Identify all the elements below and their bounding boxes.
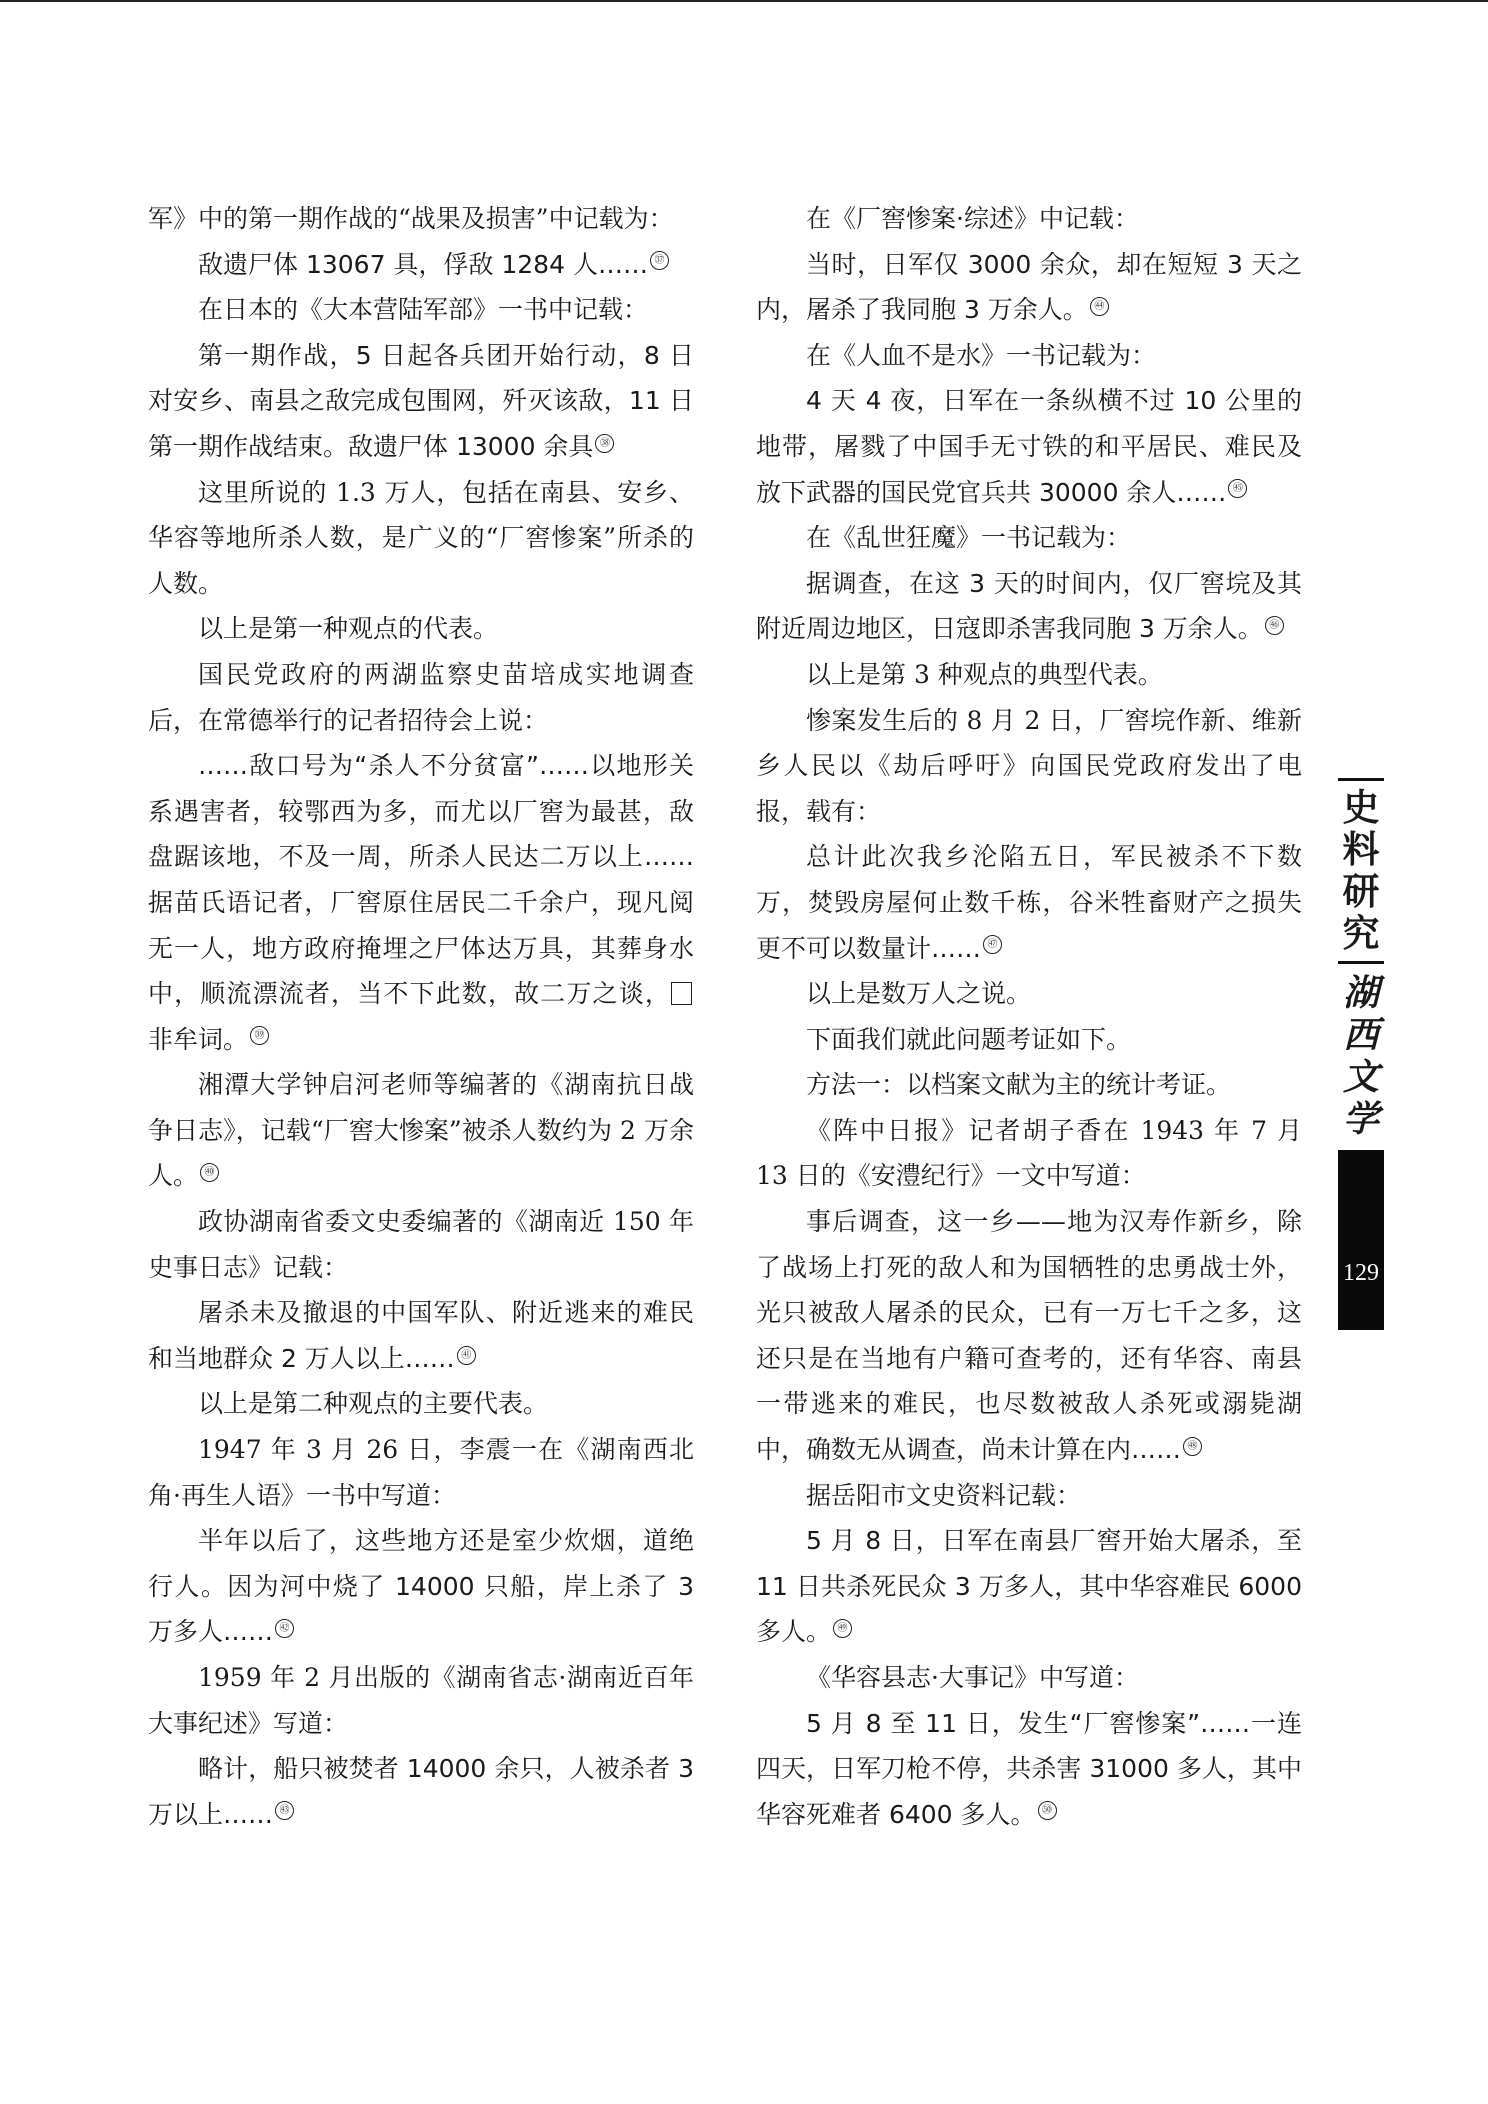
paragraph-text: 这里所说的 1.3 万人，包括在南县、安乡、华容等地所杀人数，是广义的“厂窖惨案”所杀的人数。 [148, 477, 694, 598]
paragraph-text: 以上是数万人之说。 [806, 979, 1032, 1009]
top-border-line [0, 0, 1488, 2]
paragraph-text: 以上是第二种观点的主要代表。 [198, 1389, 549, 1419]
footnote-marker: ㊿ [1038, 1801, 1057, 1820]
paragraph-text-tail: 非牟词。 [148, 1024, 249, 1054]
footnote-marker: ㊸ [275, 1801, 294, 1820]
paragraph-text: 方法一：以档案文献为主的统计考证。 [806, 1070, 1232, 1100]
quoted-paragraph [148, 333, 694, 470]
paragraph-text: 在《厂窖惨案·综述》中记载： [806, 204, 1139, 233]
footnote-marker: ㊺ [1228, 479, 1247, 498]
body-paragraph [148, 606, 694, 652]
left-column [148, 196, 694, 1837]
paragraph-text: 半年以后了，这些地方还是室少炊烟，道绝行人。因为河中烧了 14000 只船，岸上杀了 3 万多人…… [148, 1526, 694, 1647]
body-paragraph [148, 1427, 694, 1518]
body-paragraph [756, 698, 1302, 835]
paragraph-text: 敌遗尸体 13067 具，俘敌 1284 人…… [198, 249, 648, 279]
body-paragraph [148, 470, 694, 607]
quoted-paragraph [756, 378, 1302, 515]
body-paragraph [148, 1199, 694, 1290]
footnote-marker: ㊳ [595, 434, 614, 453]
body-paragraph [148, 1381, 694, 1427]
quoted-paragraph [148, 242, 694, 288]
missing-character-box [671, 982, 692, 1005]
paragraph-text: ……敌口号为“杀人不分贫富”……以地形关系遇害者，较鄂西为多，而尤以厂窖为最甚，敌盘踞该地，不及一周，所杀人民达二万以上……据苗氏语记者，厂窖原住居民二千余户，现凡阅无一人，地方政府掩埋之尸体达万具，其葬身水中，顺流漂流者，当不下此数，故二万之谈， [148, 751, 694, 1009]
paragraph-text: 当时，日军仅 3000 余众，却在短短 3 天之内，屠杀了我同胞 3 万余人。 [756, 249, 1302, 325]
quoted-paragraph [756, 1518, 1302, 1655]
footnote-marker: ㊻ [1265, 616, 1284, 635]
body-paragraph [148, 652, 694, 743]
footnote-marker: ㊽ [1183, 1437, 1202, 1456]
paragraph-text: 军》中的第一期作战的“战果及损害”中记载为： [148, 204, 674, 233]
footnote-marker: ㊴ [250, 1026, 269, 1045]
paragraph-text: 国民党政府的两湖监察史苗培成实地调查后，在常德举行的记者招待会上说： [148, 659, 694, 735]
body-paragraph [756, 652, 1302, 698]
right-column [756, 196, 1302, 1837]
journal-logo: 湖 西 文 学 [1342, 972, 1379, 1140]
paragraph-text: 在《人血不是水》一书记载为： [806, 340, 1157, 370]
body-paragraph [756, 196, 1302, 242]
footnote-marker: ㊹ [1090, 297, 1109, 316]
quoted-paragraph [148, 743, 694, 1062]
body-paragraph [756, 333, 1302, 379]
paragraph-text: 以上是第一种观点的代表。 [198, 614, 499, 644]
footnote-marker: ㊶ [457, 1346, 476, 1365]
paragraph-text: 湘潭大学钟启河老师等编著的《湖南抗日战争日志》，记载“厂窖大惨案”被杀人数约为 2 万余人。 [148, 1070, 694, 1191]
quoted-paragraph [756, 1199, 1302, 1473]
paragraph-text: 4 天 4 夜，日军在一条纵横不过 10 公里的地带，屠戮了中国手无寸铁的和平居民、难民及放下武器的国民党官兵共 30000 余人…… [756, 386, 1302, 507]
footnote-marker: ㊷ [275, 1619, 294, 1638]
quoted-paragraph [756, 561, 1302, 652]
body-paragraph [756, 1062, 1302, 1108]
paragraph-text: 惨案发生后的 8 月 2 日，厂窖垸作新、维新乡人民以《劫后呼吁》向国民党政府发出了电报，载有： [756, 705, 1302, 826]
quoted-paragraph [756, 1701, 1302, 1838]
body-paragraph [148, 287, 694, 333]
paragraph-text: 事后调查，这一乡——地为汉寿作新乡，除了战场上打死的敌人和为国牺牲的忠勇战士外，光只被敌人屠杀的民众，已有一万七千之多，这还只是在当地有户籍可查考的，还有华容、南县一带逃来的难民，也尽数被敌人杀死或溺毙湖中，确数无从调查，尚未计算在内…… [756, 1207, 1302, 1465]
paragraph-text: 1947 年 3 月 26 日，李震一在《湖南西北角·再生人语》一书中写道： [148, 1435, 694, 1510]
paragraph-text: 5 月 8 至 11 日，发生“厂窖惨案”……一连四天，日军刀枪不停，共杀害 31000 多人，其中华容死难者 6400 多人。 [756, 1708, 1302, 1829]
page-number: 129 [1343, 1260, 1379, 1286]
paragraph-text: 在《乱世狂魔》一书记载为： [806, 523, 1132, 553]
paragraph-text: 据调查，在这 3 天的时间内，仅厂窖垸及其附近周边地区，日寇即杀害我同胞 3 万余人。 [756, 568, 1302, 644]
body-paragraph [148, 196, 694, 242]
quoted-paragraph [756, 242, 1302, 333]
body-paragraph [148, 1655, 694, 1746]
paragraph-text: 《阵中日报》记者胡子香在 1943 年 7 月 13 日的《安澧纪行》一文中写道： [756, 1115, 1302, 1191]
footnote-marker: ㊲ [650, 251, 669, 270]
footnote-marker: ㊵ [200, 1163, 219, 1182]
section-label: 史 料 研 究 [1342, 786, 1380, 955]
paragraph-text: 屠杀未及撤退的中国军队、附近逃来的难民和当地群众 2 万人以上…… [148, 1298, 694, 1373]
paragraph-text: 1959 年 2 月出版的《湖南省志·湖南近百年大事纪述》写道： [148, 1663, 694, 1738]
body-paragraph [756, 971, 1302, 1017]
paragraph-text: 在日本的《大本营陆军部》一书中记载： [198, 295, 649, 325]
footnote-marker: ㊼ [983, 935, 1002, 954]
quoted-paragraph [148, 1290, 694, 1381]
paragraph-text: 略计，船只被焚者 14000 余只，人被杀者 3 万以上…… [148, 1754, 694, 1829]
quoted-paragraph [756, 834, 1302, 971]
paragraph-text: 下面我们就此问题考证如下。 [806, 1024, 1132, 1054]
paragraph-text: 政协湖南省委文史委编著的《湖南近 150 年史事日志》记载： [148, 1207, 694, 1282]
paragraph-text: 以上是第 3 种观点的典型代表。 [806, 659, 1163, 689]
body-paragraph [756, 1473, 1302, 1519]
quoted-paragraph [148, 1746, 694, 1837]
body-paragraph [756, 1655, 1302, 1701]
paragraph-text: 第一期作战，5 日起各兵团开始行动，8 日对安乡、南县之敌完成包围网，歼灭该敌，11 日第一期作战结束。敌遗尸体 13000 余具 [148, 340, 694, 461]
footnote-marker: ㊾ [833, 1619, 852, 1638]
paragraph-text: 总计此次我乡沦陷五日，军民被杀不下数万，焚毁房屋何止数千栋，谷米牲畜财产之损失更不可以数量计…… [756, 842, 1302, 963]
body-paragraph [756, 1108, 1302, 1199]
paragraph-text: 5 月 8 日，日军在南县厂窖开始大屠杀，至 11 日共杀死民众 3 万多人，其中华容难民 6000 多人。 [756, 1526, 1302, 1647]
body-paragraph [148, 1062, 694, 1199]
paragraph-text: 据岳阳市文史资料记载： [806, 1480, 1082, 1510]
paragraph-text: 《华容县志·大事记》中写道： [806, 1663, 1139, 1692]
page-number-box [1338, 1150, 1384, 1330]
body-paragraph [756, 1017, 1302, 1063]
quoted-paragraph [148, 1518, 694, 1655]
side-tab [1338, 778, 1384, 1330]
body-paragraph [756, 515, 1302, 561]
